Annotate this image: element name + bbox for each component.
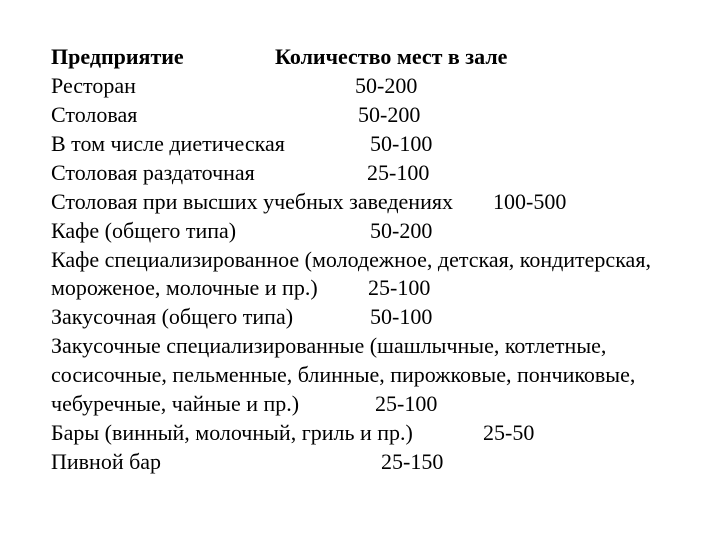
- row-name-line: сосисочные, пельменные, блинные, пирожковые, пончиковые,: [51, 362, 636, 387]
- row-name: Столовая раздаточная: [51, 160, 255, 185]
- row-name: Кафе (общего типа): [51, 218, 237, 243]
- header-enterprise: Предприятие: [51, 44, 184, 69]
- row-seats: 50-100: [370, 304, 433, 329]
- row-seats: 50-200: [355, 73, 418, 98]
- row-name-line: мороженое, молочные и пр.): [51, 275, 318, 300]
- row-name: Пивной бар: [51, 449, 162, 474]
- row-name: Столовая при высших учебных заведениях: [51, 189, 453, 214]
- row-name: В том числе диетическая: [51, 131, 285, 156]
- row-seats: 50-200: [370, 218, 433, 243]
- row-name: Закусочная (общего типа): [51, 304, 294, 329]
- row-name: Ресторан: [51, 73, 136, 98]
- row-name: Столовая: [51, 102, 138, 127]
- row-seats: 100-500: [493, 189, 567, 214]
- row-name-line: чебуречные, чайные и пр.): [51, 391, 300, 416]
- row-seats: 50-100: [370, 131, 433, 156]
- row-name: Бары (винный, молочный, гриль и пр.): [51, 420, 413, 445]
- header-seats: Количество мест в зале: [275, 44, 508, 69]
- row-seats: 25-100: [368, 275, 431, 300]
- row-seats: 50-200: [358, 102, 421, 127]
- row-seats: 25-100: [375, 391, 438, 416]
- row-name-line: Закусочные специализированные (шашлычные, котлетные,: [51, 333, 607, 358]
- row-seats: 25-100: [367, 160, 430, 185]
- row-name-line: Кафе специализированное (молодежное, детская, кондитерская,: [51, 247, 651, 272]
- row-seats: 25-150: [381, 449, 444, 474]
- row-seats: 25-50: [483, 420, 535, 445]
